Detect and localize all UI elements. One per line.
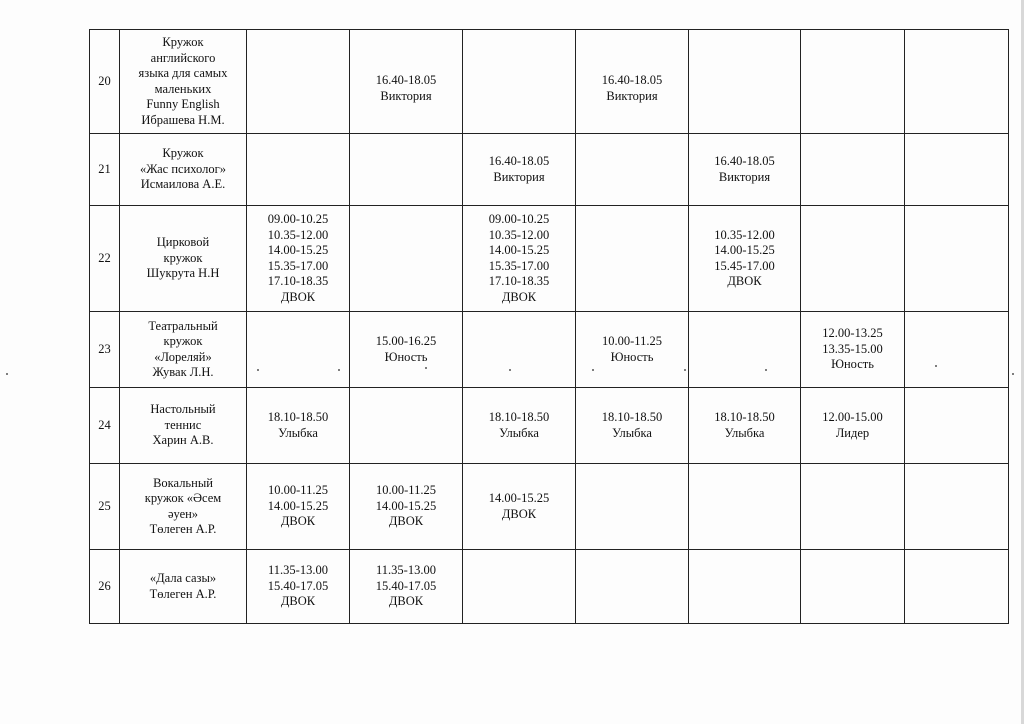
schedule-cell bbox=[905, 464, 1009, 550]
schedule-time: 16.40-18.05 Виктория bbox=[714, 154, 775, 184]
scan-speck bbox=[765, 369, 767, 371]
schedule-cell bbox=[801, 550, 905, 624]
schedule-time bbox=[689, 75, 800, 89]
schedule-cell bbox=[801, 464, 905, 550]
schedule-time bbox=[463, 75, 575, 89]
schedule-time: 14.00-15.25 ДВОК bbox=[488, 491, 550, 521]
schedule-cell bbox=[576, 30, 689, 134]
schedule-cell bbox=[247, 464, 350, 550]
schedule-cell bbox=[576, 464, 689, 550]
schedule-cell bbox=[463, 550, 576, 624]
table-row bbox=[90, 388, 1009, 464]
schedule-time: 10.00-11.25 Юность bbox=[602, 334, 662, 364]
table-row bbox=[90, 134, 1009, 206]
schedule-cell bbox=[463, 134, 576, 206]
scan-speck bbox=[592, 369, 594, 371]
schedule-cell bbox=[350, 388, 463, 464]
schedule-cell bbox=[247, 388, 350, 464]
schedule-time bbox=[801, 75, 904, 89]
schedule-cell bbox=[801, 312, 905, 388]
schedule-cell bbox=[350, 134, 463, 206]
schedule-cell bbox=[247, 30, 350, 134]
row-number: 24 bbox=[90, 388, 120, 464]
row-number: 21 bbox=[90, 134, 120, 206]
schedule-cell bbox=[801, 134, 905, 206]
schedule-cell bbox=[463, 30, 576, 134]
schedule-time: 10.00-11.25 14.00-15.25 ДВОК bbox=[267, 483, 329, 529]
schedule-time: 16.40-18.05 Виктория bbox=[488, 154, 550, 184]
schedule-cell bbox=[689, 464, 801, 550]
schedule-cell bbox=[576, 550, 689, 624]
schedule-cell bbox=[350, 464, 463, 550]
schedule-time: 11.35-13.00 15.40-17.05 ДВОК bbox=[375, 563, 437, 609]
club-name-cell bbox=[120, 312, 247, 388]
schedule-cell bbox=[801, 388, 905, 464]
schedule-body bbox=[90, 30, 1009, 624]
schedule-cell bbox=[689, 312, 801, 388]
club-name: Театральный кружок «Лореляй» Жувак Л.Н. bbox=[148, 318, 218, 379]
schedule-cell bbox=[905, 312, 1009, 388]
club-name-cell bbox=[120, 30, 247, 134]
club-name: Настольный теннис Харин А.В. bbox=[150, 402, 216, 448]
schedule-cell bbox=[350, 550, 463, 624]
table-row bbox=[90, 30, 1009, 134]
schedule-time: 18.10-18.50 Улыбка bbox=[488, 410, 550, 440]
row-number: 22 bbox=[90, 206, 120, 312]
schedule-time: 16.40-18.05 Виктория bbox=[375, 73, 437, 103]
row-number: 23 bbox=[90, 312, 120, 388]
schedule-cell bbox=[576, 312, 689, 388]
schedule-time: 15.00-16.25 Юность bbox=[375, 334, 437, 364]
schedule-cell bbox=[689, 388, 801, 464]
schedule-cell bbox=[350, 312, 463, 388]
schedule-time bbox=[905, 75, 1008, 89]
club-name: Цирковой кружок Шукрута Н.Н bbox=[146, 235, 220, 281]
schedule-cell bbox=[463, 312, 576, 388]
scan-speck bbox=[338, 369, 340, 371]
schedule-cell bbox=[905, 134, 1009, 206]
schedule-cell bbox=[247, 206, 350, 312]
schedule-cell bbox=[463, 206, 576, 312]
table-row bbox=[90, 312, 1009, 388]
club-name-cell bbox=[120, 388, 247, 464]
schedule-cell bbox=[350, 206, 463, 312]
schedule-cell bbox=[689, 206, 801, 312]
schedule-cell bbox=[350, 30, 463, 134]
schedule-cell bbox=[801, 206, 905, 312]
club-name: «Дала сазы» Төлеген А.Р. bbox=[149, 571, 217, 601]
schedule-cell bbox=[689, 550, 801, 624]
club-name: Кружок английского языка для самых маленьких Funny English Ибрашева Н.М. bbox=[138, 35, 228, 127]
schedule-cell bbox=[247, 550, 350, 624]
schedule-time: 12.00-15.00 Лидер bbox=[822, 410, 883, 440]
schedule-cell bbox=[905, 206, 1009, 312]
schedule-cell bbox=[905, 550, 1009, 624]
table-row bbox=[90, 206, 1009, 312]
schedule-time: 09.00-10.25 10.35-12.00 14.00-15.25 15.35-17.00 17.10-18.35 ДВОК bbox=[267, 212, 329, 304]
scan-speck bbox=[425, 367, 427, 369]
scan-speck bbox=[6, 373, 8, 375]
scan-speck bbox=[257, 369, 259, 371]
schedule-cell bbox=[905, 388, 1009, 464]
schedule-time: 18.10-18.50 Улыбка bbox=[267, 410, 329, 440]
club-name-cell bbox=[120, 134, 247, 206]
schedule-time: 11.35-13.00 15.40-17.05 ДВОК bbox=[267, 563, 329, 609]
schedule-time: 09.00-10.25 10.35-12.00 14.00-15.25 15.35-17.00 17.10-18.35 ДВОК bbox=[488, 212, 550, 304]
club-name-cell bbox=[120, 550, 247, 624]
schedule-time: 18.10-18.50 Улыбка bbox=[714, 410, 775, 440]
schedule-time: 10.35-12.00 14.00-15.25 15.45-17.00 ДВОК bbox=[714, 227, 775, 288]
schedule-time: 16.40-18.05 Виктория bbox=[601, 73, 663, 103]
row-number: 25 bbox=[90, 464, 120, 550]
table-row bbox=[90, 550, 1009, 624]
club-name-cell bbox=[120, 464, 247, 550]
scan-speck bbox=[935, 365, 937, 367]
schedule-cell bbox=[905, 30, 1009, 134]
row-number: 20 bbox=[90, 30, 120, 134]
schedule-cell bbox=[463, 388, 576, 464]
club-name: Вокальный кружок «Әсем әуен» Төлеген А.Р. bbox=[144, 475, 222, 536]
schedule-time: 18.10-18.50 Улыбка bbox=[601, 410, 663, 440]
schedule-cell bbox=[576, 388, 689, 464]
row-number: 26 bbox=[90, 550, 120, 624]
schedule-table bbox=[89, 29, 1009, 624]
table-row bbox=[90, 464, 1009, 550]
schedule-time bbox=[247, 75, 349, 89]
schedule-cell bbox=[463, 464, 576, 550]
schedule-cell bbox=[689, 30, 801, 134]
club-name: Кружок «Жас психолог» Исмаилова А.Е. bbox=[139, 146, 226, 192]
schedule-cell bbox=[576, 134, 689, 206]
schedule-time: 10.00-11.25 14.00-15.25 ДВОК bbox=[375, 483, 437, 529]
scan-speck bbox=[509, 369, 511, 371]
schedule-cell bbox=[576, 206, 689, 312]
schedule-cell bbox=[247, 312, 350, 388]
schedule-cell bbox=[689, 134, 801, 206]
club-name-cell bbox=[120, 206, 247, 312]
schedule-time: 12.00-13.25 13.35-15.00 Юность bbox=[822, 326, 883, 372]
schedule-cell bbox=[801, 30, 905, 134]
schedule-cell bbox=[247, 134, 350, 206]
scan-speck bbox=[1012, 373, 1014, 375]
scan-speck bbox=[684, 369, 686, 371]
